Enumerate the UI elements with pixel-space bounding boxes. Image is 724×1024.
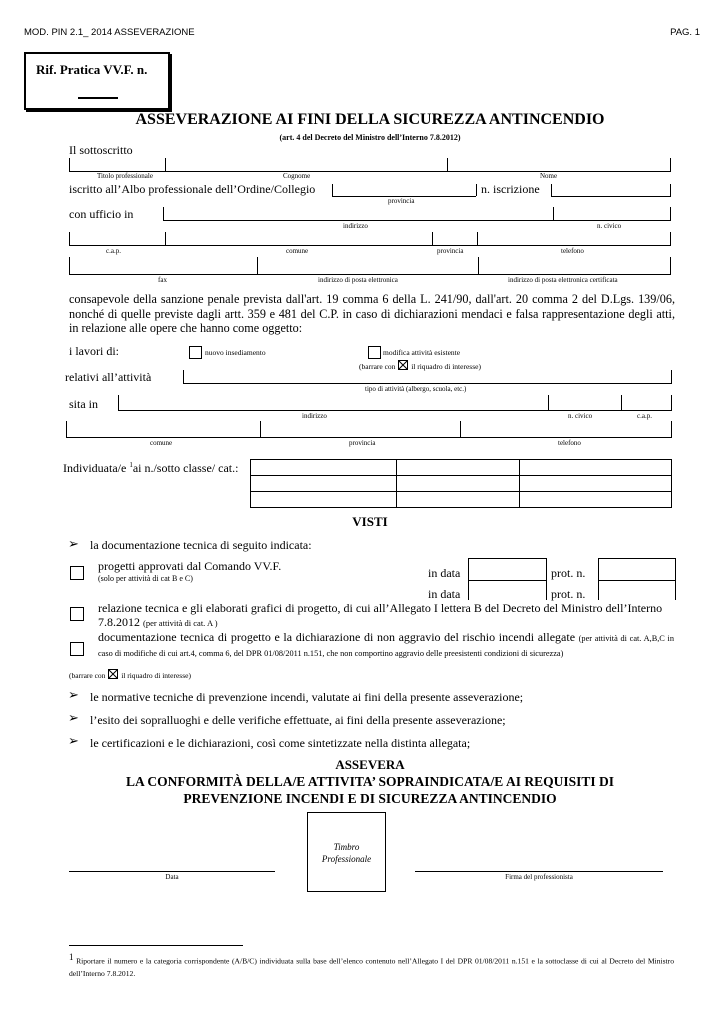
individuata-post: ai n./sotto classe/ cat.: <box>132 461 239 475</box>
table-row <box>251 476 672 492</box>
tick <box>670 184 671 196</box>
ufficio-label: con ufficio in <box>69 207 134 221</box>
caption-nome: Nome <box>540 172 558 180</box>
documentazione-label: documentazione tecnica di progetto e la dichiarazione di non aggravio del rischio incendi allegate <box>98 630 576 644</box>
ufficio-indirizzo-field[interactable] <box>164 207 553 220</box>
caption-sita-indirizzo: indirizzo <box>302 412 327 420</box>
crossed-box-icon <box>108 669 118 679</box>
attivita-label: relativi all’attività <box>65 370 152 384</box>
tick <box>476 184 477 196</box>
progetti-note: (solo per attività di cat B e C) <box>98 574 193 583</box>
progetti-approvati-checkbox[interactable] <box>70 566 84 580</box>
comune-line <box>66 437 672 438</box>
ufficio-line <box>163 220 671 221</box>
iscrizione-line <box>551 196 671 197</box>
documentazione-checkbox[interactable] <box>70 642 84 656</box>
cat-cell[interactable] <box>397 460 520 476</box>
cap-line <box>69 245 671 246</box>
footnote-text: Riportare il numero e la categoria corrispondente (A/B/C) individuata sulla base dell’elenco contenuto nell’Allegato I del DPR 01/08/2011 n.151 e la sottoclasse di cui al Decreto del Ministro dell’Interno 7.8.2012. <box>69 956 674 978</box>
tick <box>671 395 672 410</box>
assevera-heading: ASSEVERA <box>335 757 405 772</box>
progetti-label: progetti approvati dal Comando VV.F. <box>98 559 282 573</box>
visti-heading: VISTI <box>352 514 388 529</box>
nuovo-insediamento-checkbox[interactable] <box>189 346 202 359</box>
footnote-number: 1 <box>69 952 74 962</box>
nome-field[interactable] <box>448 158 670 171</box>
provincia-field[interactable] <box>433 232 477 245</box>
caption-fax: fax <box>158 276 167 284</box>
tipo-attivita-field[interactable] <box>184 370 671 383</box>
cat-cell[interactable] <box>520 476 672 492</box>
arrow-bullet-icon: ➢ <box>68 536 79 551</box>
table-row <box>251 460 672 476</box>
sottoscritto-line <box>69 171 671 172</box>
rif-pratica-box <box>24 52 170 110</box>
firma-caption: Firma del professionista <box>505 873 573 881</box>
caption-tipo-attivita: tipo di attività (albergo, scuola, etc.) <box>365 385 467 393</box>
fax-line <box>69 274 671 275</box>
certificazioni-text: le certificazioni e le dichiarazioni, così come sintetizzate nella distinta allegata; <box>90 736 471 750</box>
tick <box>670 232 671 245</box>
relazione-note: (per attività di cat. A ) <box>143 618 218 628</box>
in-data-label-2: in data <box>428 587 461 601</box>
relazione-tecnica-checkbox[interactable] <box>70 607 84 621</box>
ufficio-civico-field[interactable] <box>554 207 670 220</box>
individuata-pre: Individuata/e <box>63 461 127 475</box>
tick <box>670 257 671 274</box>
in-data-label-1: in data <box>428 566 461 580</box>
prot-label-1: prot. n. <box>551 566 586 580</box>
sita-cap-field[interactable] <box>622 395 671 410</box>
n-iscrizione-field[interactable] <box>552 184 670 196</box>
caption-titolo: Titolo professionale <box>97 172 153 180</box>
sita-telefono-field[interactable] <box>461 421 671 437</box>
lavori-label: i lavori di: <box>69 344 119 358</box>
comune-field[interactable] <box>166 232 432 245</box>
page-title: ASSEVERAZIONE AI FINI DELLA SICUREZZA ANTINCENDIO <box>135 111 605 128</box>
cat-cell[interactable] <box>251 492 397 508</box>
header-left: MOD. PIN 2.1_ 2014 ASSEVERAZIONE <box>24 27 195 38</box>
tick <box>670 158 671 171</box>
prot-label-2: prot. n. <box>551 587 586 601</box>
caption-email: indirizzo di posta elettronica <box>318 276 398 284</box>
categorie-table <box>250 459 672 508</box>
cap-field[interactable] <box>70 232 165 245</box>
note-post: il riquadro di interesse) <box>411 362 481 371</box>
email-field[interactable] <box>258 257 478 274</box>
page-number: PAG. 1 <box>670 27 700 38</box>
in-data-field-1[interactable] <box>468 558 547 581</box>
prot-field-2[interactable] <box>598 580 676 600</box>
crossed-box-icon <box>398 360 408 370</box>
individuata-label <box>63 461 238 476</box>
pec-field[interactable] <box>479 257 670 274</box>
caption-cap: c.a.p. <box>106 247 121 255</box>
cognome-field[interactable] <box>166 158 447 171</box>
caption-provincia2: provincia <box>437 247 464 255</box>
documentazione-note: (per attività di cat. A,B,C in caso di modifiche di cui art.4, comma 6, del DPR 01/08/2011 n.151, che non comportino aggravio delle preesistenti condizioni di sicurezza) <box>98 634 675 658</box>
caption-pec: indirizzo di posta elettronica certificata <box>508 276 618 284</box>
visti-barrare-note <box>69 669 191 680</box>
rif-pratica-field[interactable] <box>78 97 118 99</box>
documentazione-text <box>98 631 674 660</box>
cat-cell[interactable] <box>520 460 672 476</box>
relazione-label: relazione tecnica e gli elaborati grafici di progetto, di cui all’Allegato I lettera B del Decreto del Ministro dell’Interno 7.8.2012 <box>98 601 663 629</box>
firma-field[interactable] <box>415 871 663 872</box>
footnote-separator <box>69 945 243 946</box>
n-iscrizione-label: n. iscrizione <box>481 182 540 196</box>
caption-sita-comune: comune <box>150 439 173 447</box>
visti-intro: la documentazione tecnica di seguito indicata: <box>90 538 312 552</box>
cat-cell[interactable] <box>397 476 520 492</box>
timbro-line-2: Professionale <box>321 854 372 864</box>
caption-sita-telefono: telefono <box>558 439 581 447</box>
rif-pratica-label: Rif. Pratica VV.F. n. <box>36 62 148 77</box>
sita-comune-field[interactable] <box>67 421 260 437</box>
telefono-field[interactable] <box>478 232 670 245</box>
note-post: il riquadro di interesse) <box>121 671 191 680</box>
note-pre: (barrare con <box>359 362 396 371</box>
arrow-bullet-icon: ➢ <box>68 710 79 725</box>
tick <box>671 421 672 437</box>
sita-civico-field[interactable] <box>549 395 621 410</box>
arrow-bullet-icon: ➢ <box>68 687 79 702</box>
caption-sita-provincia: provincia <box>349 439 376 447</box>
sita-indirizzo-field[interactable] <box>119 395 548 410</box>
tick <box>671 370 672 383</box>
normative-text: le normative tecniche di prevenzione incendi, valutate ai fini della presente asseverazione; <box>90 690 524 704</box>
caption-sita-cap: c.a.p. <box>637 412 652 420</box>
caption-comune: comune <box>286 247 309 255</box>
data-field[interactable] <box>69 871 275 872</box>
caption-indirizzo: indirizzo <box>343 222 368 230</box>
caption-civico: n. civico <box>597 222 622 230</box>
albo-ordine-field[interactable] <box>333 184 476 196</box>
cat-cell[interactable] <box>251 476 397 492</box>
relazione-text <box>98 601 676 630</box>
arrow-bullet-icon: ➢ <box>68 733 79 748</box>
cat-cell[interactable] <box>397 492 520 508</box>
sottoscritto-label: Il sottoscritto <box>69 143 133 157</box>
footnote <box>69 951 674 980</box>
caption-telefono: telefono <box>561 247 584 255</box>
fax-field[interactable] <box>70 257 257 274</box>
caption-cognome: Cognome <box>283 172 311 180</box>
table-row <box>251 492 672 508</box>
cat-cell[interactable] <box>520 492 672 508</box>
footnote-ref: 1 <box>129 461 133 469</box>
prot-field-1[interactable] <box>598 558 676 581</box>
sita-provincia-field[interactable] <box>261 421 460 437</box>
note-pre: (barrare con <box>69 671 106 680</box>
timbro-line-1: Timbro <box>333 842 360 852</box>
page-subtitle: (art. 4 del Decreto del Ministro dell’Interno 7.8.2012) <box>279 133 461 142</box>
caption-provincia: provincia <box>388 197 415 205</box>
in-data-field-2[interactable] <box>468 580 547 600</box>
caption-sita-civico: n. civico <box>568 412 593 420</box>
modifica-attivita-label: modifica attività esistente <box>383 348 461 357</box>
cat-cell[interactable] <box>251 460 397 476</box>
data-caption: Data <box>165 873 179 881</box>
nuovo-insediamento-label: nuovo insediamento <box>205 348 266 357</box>
sopralluoghi-text: l’esito dei sopralluoghi e delle verifiche effettuate, ai fini della presente asseverazione; <box>90 713 506 727</box>
tick <box>670 207 671 220</box>
assevera-line-2: PREVENZIONE INCENDI E DI SICUREZZA ANTINCENDIO <box>183 791 557 806</box>
consapevole-paragraph: consapevole della sanzione penale prevista dall'art. 19 comma 6 della L. 241/90, dall'art. 20 comma 2 del D.Lgs. 139/06, nonché di quelle previste dagli artt. 359 e 481 del C.P. in caso di dichiarazioni mendaci e falsa rappresentazione degli atti, in relazione alle opere che hanno come oggetto: <box>69 292 675 335</box>
sita-label: sita in <box>69 397 98 411</box>
timbro-box <box>307 812 386 892</box>
assevera-line-1: LA CONFORMITÀ DELLA/E ATTIVITA’ SOPRAINDICATA/E AI REQUISITI DI <box>126 774 614 789</box>
timbro-label <box>308 841 385 865</box>
sita-line <box>118 410 672 411</box>
modifica-attivita-checkbox[interactable] <box>368 346 381 359</box>
albo-label: iscritto all’Albo professionale dell’Ordine/Collegio <box>69 182 316 196</box>
attivita-line <box>183 383 672 384</box>
titolo-professionale-field[interactable] <box>69 158 165 171</box>
